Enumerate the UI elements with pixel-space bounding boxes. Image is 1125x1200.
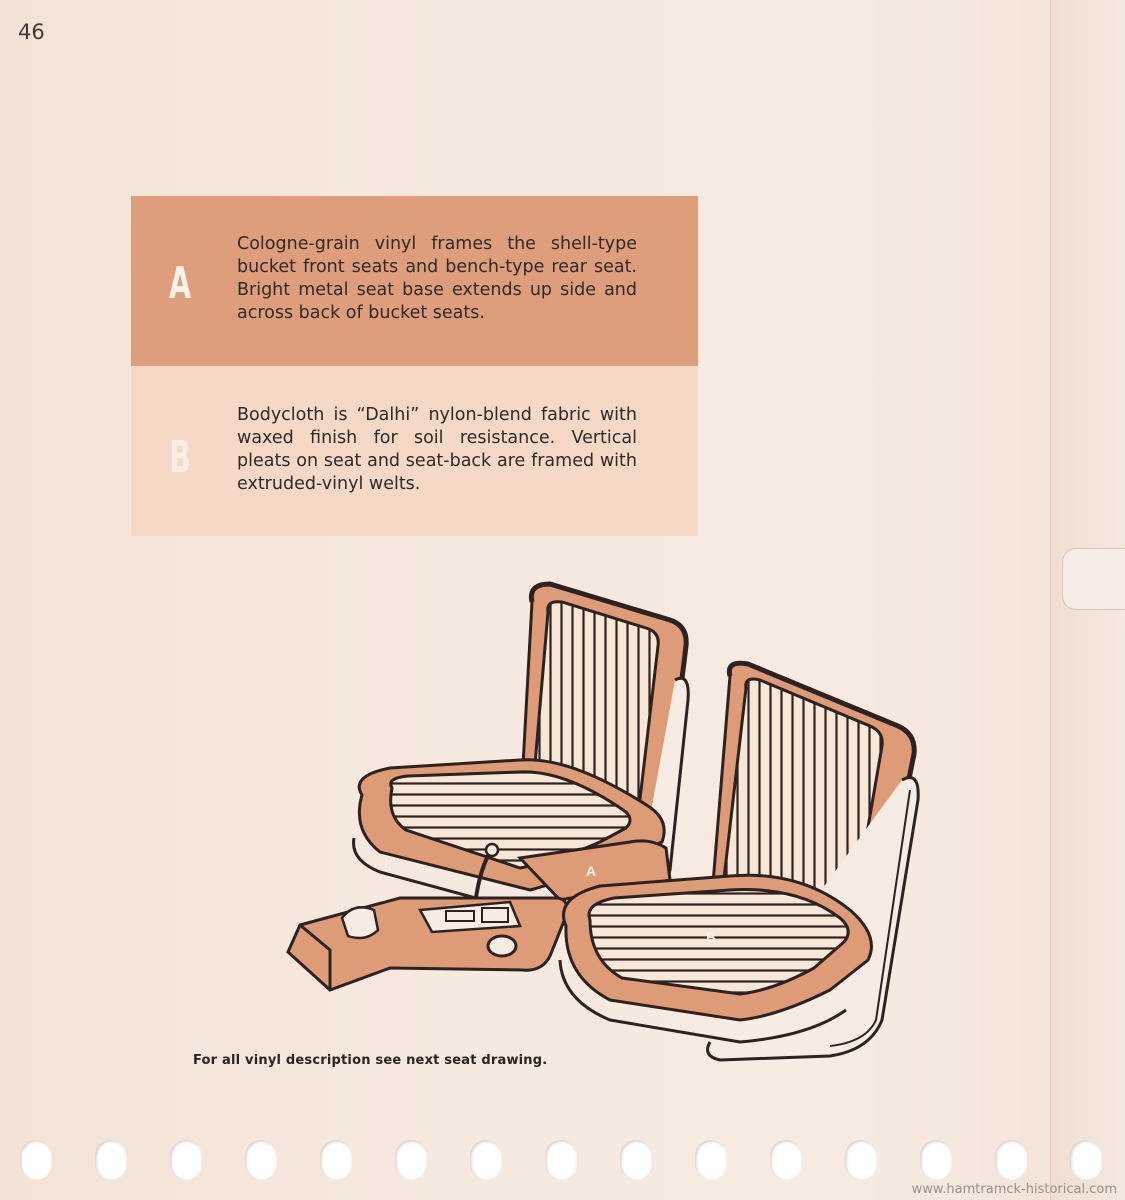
binding-hole (470, 1140, 502, 1180)
feature-letter-a: A (168, 258, 192, 309)
page-number: 46 (18, 20, 45, 44)
callout-a: A (586, 863, 597, 879)
binding-holes (0, 1140, 1125, 1185)
binding-hole (770, 1140, 802, 1180)
binding-hole (395, 1140, 427, 1180)
binding-hole (95, 1140, 127, 1180)
page-tab-notch (1062, 548, 1125, 610)
seat-illustration (270, 580, 930, 1090)
binding-hole (245, 1140, 277, 1180)
illustration-caption: For all vinyl description see next seat drawing. (193, 1053, 548, 1068)
binding-hole (320, 1140, 352, 1180)
binding-hole (1070, 1140, 1102, 1180)
binding-hole (845, 1140, 877, 1180)
binding-hole (920, 1140, 952, 1180)
binding-hole (545, 1140, 577, 1180)
feature-description-a: Cologne-grain vinyl frames the shell-type bucket front seats and bench-type rear seat. Bright metal seat base extends up side and across back of bucket seats. (237, 234, 637, 323)
watermark: www.hamtramck-historical.com (911, 1182, 1117, 1197)
feature-letter-b: B (169, 432, 191, 483)
callout-b: B (706, 929, 717, 945)
binding-hole (620, 1140, 652, 1180)
binding-hole (170, 1140, 202, 1180)
feature-description-b: Bodycloth is “Dalhi” nylon-blend fabric with waxed finish for soil resistance. Vertical pleats on seat and seat-back are framed with extruded-vinyl welts. (237, 405, 637, 494)
binding-hole (995, 1140, 1027, 1180)
binding-hole (20, 1140, 52, 1180)
binding-hole (695, 1140, 727, 1180)
